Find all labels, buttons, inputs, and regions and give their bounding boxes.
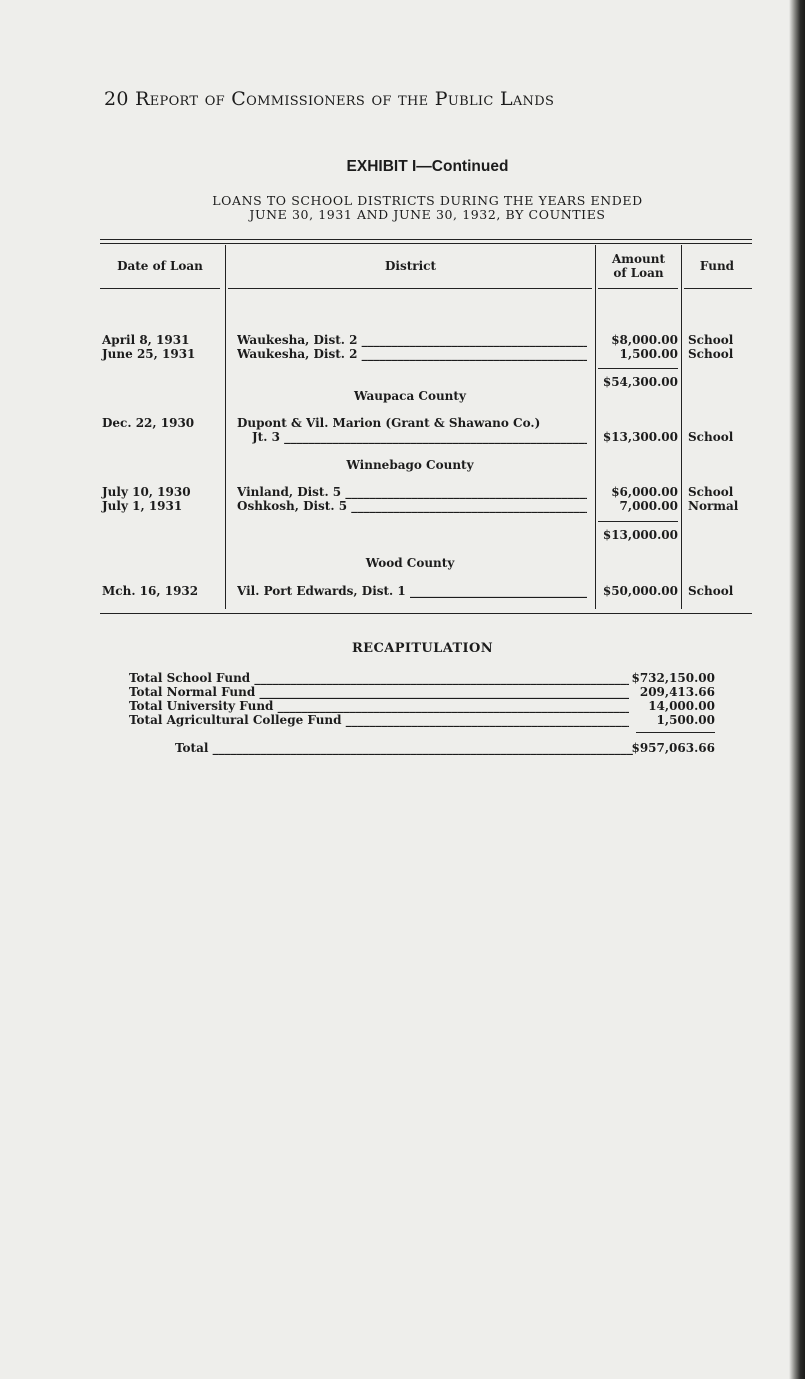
cell-fund: School	[688, 584, 734, 598]
subtitle-line-1: LOANS TO SCHOOL DISTRICTS DURING THE YEARS ENDED	[212, 193, 643, 208]
cell-date: July 1, 1931	[102, 499, 183, 513]
header-amount-line-2: of Loan	[613, 266, 664, 280]
recap-total-rule	[636, 732, 715, 733]
cell-subtotal: $13,000.00	[602, 528, 678, 542]
table-bottom-rule	[100, 613, 752, 614]
cell-fund: School	[688, 347, 734, 361]
header-fund: Fund	[699, 259, 735, 273]
cell-amount: 1,500.00	[619, 347, 678, 361]
recap-value: 209,413.66	[639, 685, 715, 699]
recap-value: 14,000.00	[648, 699, 715, 713]
recap-value: 1,500.00	[656, 713, 715, 727]
subtotal-rule	[598, 368, 678, 369]
cell-amount: $6,000.00	[611, 485, 678, 499]
recap-title: RECAPITULATION	[351, 641, 494, 656]
cell-fund: School	[688, 333, 734, 347]
page-number: 20	[104, 88, 129, 110]
county-heading: Winnebago County	[346, 458, 474, 472]
cell-district: Dupont & Vil. Marion (Grant & Shawano Co.)	[237, 416, 541, 430]
cell-amount: $13,300.00	[602, 430, 678, 444]
cell-date: Mch. 16, 1932	[102, 584, 199, 598]
cell-district-continued: Jt. 3 _____	[252, 430, 587, 444]
cell-date: July 10, 1930	[102, 485, 191, 499]
cell-fund: School	[688, 485, 734, 499]
recap-label: Total Normal Fund _____	[129, 685, 629, 699]
cell-date: Dec. 22, 1930	[102, 416, 195, 430]
header-underline	[228, 288, 592, 289]
column-divider	[225, 245, 226, 609]
cell-fund: School	[688, 430, 734, 444]
county-heading: Waupaca County	[354, 389, 466, 403]
cell-date: June 25, 1931	[102, 347, 196, 361]
header-underline	[598, 288, 678, 289]
cell-amount: 7,000.00	[619, 499, 678, 513]
cell-district: Waukesha, Dist. 2 _____	[237, 333, 587, 347]
table-top-rule-2	[100, 243, 752, 244]
recap-total-value: $957,063.66	[631, 741, 715, 755]
cell-district: Vil. Port Edwards, Dist. 1 _____	[237, 584, 587, 598]
column-divider	[681, 245, 682, 609]
recap-value: $732,150.00	[631, 671, 715, 685]
subtitle-line-2: JUNE 30, 1931 AND JUNE 30, 1932, BY COUNTIES	[249, 207, 606, 222]
header-district: District	[385, 259, 436, 273]
header-date: Date of Loan	[117, 259, 203, 273]
cell-amount: $8,000.00	[611, 333, 678, 347]
column-divider	[595, 245, 596, 609]
recap-label: Total School Fund _____	[129, 671, 629, 685]
header-underline	[684, 288, 752, 289]
recap-total-label: Total _____	[175, 741, 633, 755]
exhibit-title: EXHIBIT I—Continued	[346, 158, 509, 175]
cell-date: April 8, 1931	[102, 333, 190, 347]
recap-label: Total Agricultural College Fund _____	[129, 713, 629, 727]
subtotal-rule	[598, 521, 678, 522]
cell-amount: $50,000.00	[602, 584, 678, 598]
table-top-rule	[100, 239, 752, 240]
running-head	[104, 88, 714, 110]
recap-label: Total University Fund _____	[129, 699, 629, 713]
cell-district: Vinland, Dist. 5 _____	[237, 485, 587, 499]
cell-fund: Normal	[688, 499, 739, 513]
header-amount	[596, 252, 681, 280]
cell-district: Oshkosh, Dist. 5 _____	[237, 499, 587, 513]
header-amount-line-1: Amount	[611, 252, 665, 266]
cell-subtotal: $54,300.00	[602, 375, 678, 389]
running-head-title: Report of Commissioners of the Public Lands	[135, 88, 555, 110]
header-underline	[100, 288, 220, 289]
county-heading: Wood County	[365, 556, 455, 570]
cell-district: Waukesha, Dist. 2 _____	[237, 347, 587, 361]
